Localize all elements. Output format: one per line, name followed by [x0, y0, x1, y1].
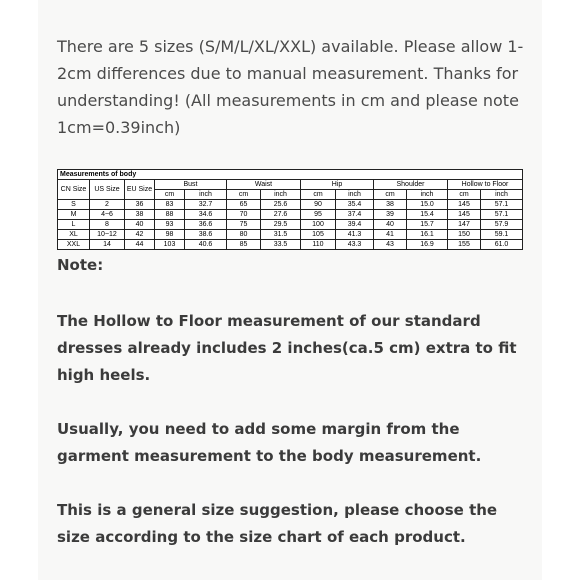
table-cell: 38.6 — [185, 230, 227, 240]
header-waist: Waist — [227, 180, 301, 190]
table-cell: 15.4 — [407, 210, 448, 220]
size-chart-table — [57, 169, 523, 250]
table-cell: 15.7 — [407, 220, 448, 230]
table-cell: 25.6 — [261, 200, 301, 210]
header-us-size: US Size — [90, 180, 125, 200]
table-row — [58, 200, 523, 210]
table-cell: 36 — [125, 200, 155, 210]
table-cell: 8 — [90, 220, 125, 230]
table-cell: 4~6 — [90, 210, 125, 220]
table-cell: 155 — [448, 240, 481, 250]
header-bust: Bust — [155, 180, 227, 190]
table-cell: 15.0 — [407, 200, 448, 210]
table-cell: 57.9 — [481, 220, 523, 230]
table-row — [58, 230, 523, 240]
note-hollow-to-floor: The Hollow to Floor measurement of our standard dresses already includes 2 inches(ca.5 cm) extra to fit high heels. — [57, 312, 517, 384]
table-cell: 40 — [125, 220, 155, 230]
unit-inch: inch — [481, 190, 523, 200]
table-cell: 42 — [125, 230, 155, 240]
table-cell: 29.5 — [261, 220, 301, 230]
unit-cm: cm — [374, 190, 407, 200]
table-cell: 57.1 — [481, 200, 523, 210]
table-cell: 147 — [448, 220, 481, 230]
table-row — [58, 240, 523, 250]
table-cell: XXL — [58, 240, 90, 250]
table-cell: 35.4 — [336, 200, 374, 210]
table-cell: 90 — [301, 200, 336, 210]
note-margin: Usually, you need to add some margin from the garment measurement to the body measurement. — [57, 420, 482, 465]
unit-cm: cm — [155, 190, 185, 200]
table-cell: 14 — [90, 240, 125, 250]
table-cell: 16.1 — [407, 230, 448, 240]
table-cell: M — [58, 210, 90, 220]
table-cell: 41.3 — [336, 230, 374, 240]
table-cell: 39.4 — [336, 220, 374, 230]
note-size-suggestion: This is a general size suggestion, please choose the size according to the size chart of each product. — [57, 501, 498, 546]
table-row — [58, 220, 523, 230]
table-cell: 41 — [374, 230, 407, 240]
table-cell: 95 — [301, 210, 336, 220]
table-cell: 38 — [125, 210, 155, 220]
unit-inch: inch — [407, 190, 448, 200]
header-hollow-to-floor: Hollow to Floor — [448, 180, 523, 190]
unit-inch: inch — [261, 190, 301, 200]
header-eu-size: EU Size — [125, 180, 155, 200]
table-cell: 85 — [227, 240, 261, 250]
table-cell: 145 — [448, 200, 481, 210]
table-cell: 2 — [90, 200, 125, 210]
table-cell: 43.3 — [336, 240, 374, 250]
table-cell: S — [58, 200, 90, 210]
table-cell: 100 — [301, 220, 336, 230]
table-cell: 33.5 — [261, 240, 301, 250]
size-intro-text: There are 5 sizes (S/M/L/XL/XXL) available. Please allow 1-2cm differences due to manual measurement. Thanks for understanding! (All measurements in cm and please note 1cm=0.39inch) — [57, 37, 524, 137]
table-cell: 93 — [155, 220, 185, 230]
table-cell: 38 — [374, 200, 407, 210]
table-cell: 10~12 — [90, 230, 125, 240]
header-hip: Hip — [301, 180, 374, 190]
table-cell: 36.6 — [185, 220, 227, 230]
table-cell: 83 — [155, 200, 185, 210]
table-cell: 31.5 — [261, 230, 301, 240]
unit-cm: cm — [227, 190, 261, 200]
header-shoulder: Shoulder — [374, 180, 448, 190]
size-chart-image — [57, 169, 522, 250]
table-cell: 40 — [374, 220, 407, 230]
table-cell: 65 — [227, 200, 261, 210]
table-cell: 59.1 — [481, 230, 523, 240]
unit-inch: inch — [185, 190, 227, 200]
table-cell: 145 — [448, 210, 481, 220]
table-cell: 150 — [448, 230, 481, 240]
table-cell: 110 — [301, 240, 336, 250]
size-table-caption: Measurements of body — [58, 170, 523, 180]
table-cell: 98 — [155, 230, 185, 240]
table-cell: 39 — [374, 210, 407, 220]
table-cell: 61.0 — [481, 240, 523, 250]
table-cell: 40.6 — [185, 240, 227, 250]
note-label: Note: — [57, 256, 104, 274]
header-cn-size: CN Size — [58, 180, 90, 200]
table-cell: 75 — [227, 220, 261, 230]
table-cell: 16.9 — [407, 240, 448, 250]
table-cell: XL — [58, 230, 90, 240]
table-cell: 70 — [227, 210, 261, 220]
table-cell: 105 — [301, 230, 336, 240]
unit-cm: cm — [448, 190, 481, 200]
table-cell: 43 — [374, 240, 407, 250]
table-cell: 57.1 — [481, 210, 523, 220]
table-cell: 37.4 — [336, 210, 374, 220]
table-cell: L — [58, 220, 90, 230]
table-row — [58, 210, 523, 220]
table-cell: 88 — [155, 210, 185, 220]
unit-inch: inch — [336, 190, 374, 200]
table-cell: 34.6 — [185, 210, 227, 220]
unit-cm: cm — [301, 190, 336, 200]
table-cell: 103 — [155, 240, 185, 250]
table-cell: 32.7 — [185, 200, 227, 210]
table-cell: 44 — [125, 240, 155, 250]
table-cell: 27.6 — [261, 210, 301, 220]
table-cell: 80 — [227, 230, 261, 240]
